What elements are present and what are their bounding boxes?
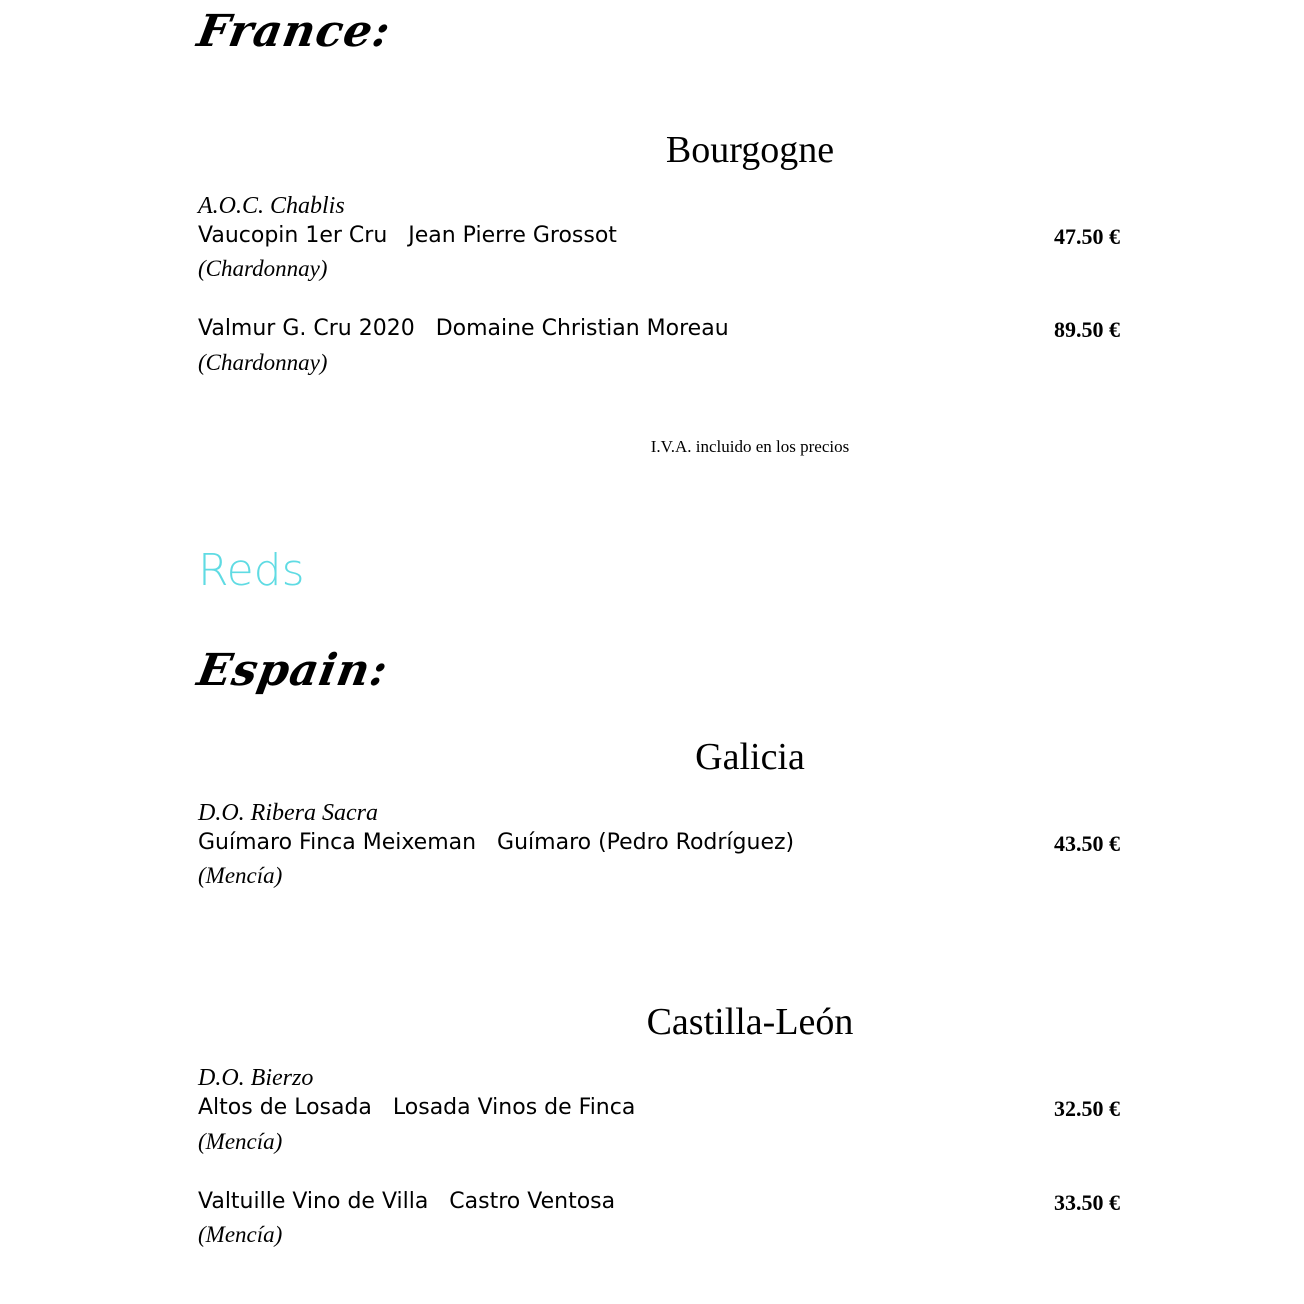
wine-grape: (Mencía) [198, 1222, 283, 1247]
wine-name: Vaucopin 1er Cru Jean Pierre Grossot [198, 223, 617, 248]
region-title-bourgogne: Bourgogne [665, 129, 835, 171]
wine-grape: (Chardonnay) [198, 256, 328, 281]
appellation-ribera-sacra: D.O. Ribera Sacra [198, 800, 378, 826]
wine-price: 33.50 € [1054, 1190, 1120, 1215]
wine-price: 47.50 € [1054, 224, 1120, 249]
wine-name: Valmur G. Cru 2020 Domaine Christian Moreau [198, 316, 729, 341]
wine-grape: (Chardonnay) [198, 350, 328, 375]
region-title-galicia: Galicia [695, 736, 805, 778]
wine-price: 43.50 € [1054, 831, 1120, 856]
wine-name: Altos de Losada Losada Vinos de Finca [198, 1095, 636, 1120]
wine-price: 32.50 € [1054, 1096, 1120, 1121]
appellation-chablis: A.O.C. Chablis [198, 193, 345, 219]
category-heading-reds: Reds [198, 545, 305, 596]
wine-grape: (Mencía) [198, 863, 283, 888]
country-heading-france: France: [193, 6, 395, 57]
wine-name: Valtuille Vino de Villa Castro Ventosa [198, 1189, 616, 1214]
country-heading-spain: Espain: [193, 645, 393, 696]
region-title-castilla-leon: Castilla-León [646, 1001, 854, 1043]
wine-price: 89.50 € [1054, 317, 1120, 342]
wine-grape: (Mencía) [198, 1129, 283, 1154]
wine-name: Guímaro Finca Meixeman Guímaro (Pedro Rodríguez) [198, 830, 795, 855]
tax-note: I.V.A. incluido en los precios [650, 437, 850, 456]
appellation-bierzo: D.O. Bierzo [198, 1065, 314, 1091]
